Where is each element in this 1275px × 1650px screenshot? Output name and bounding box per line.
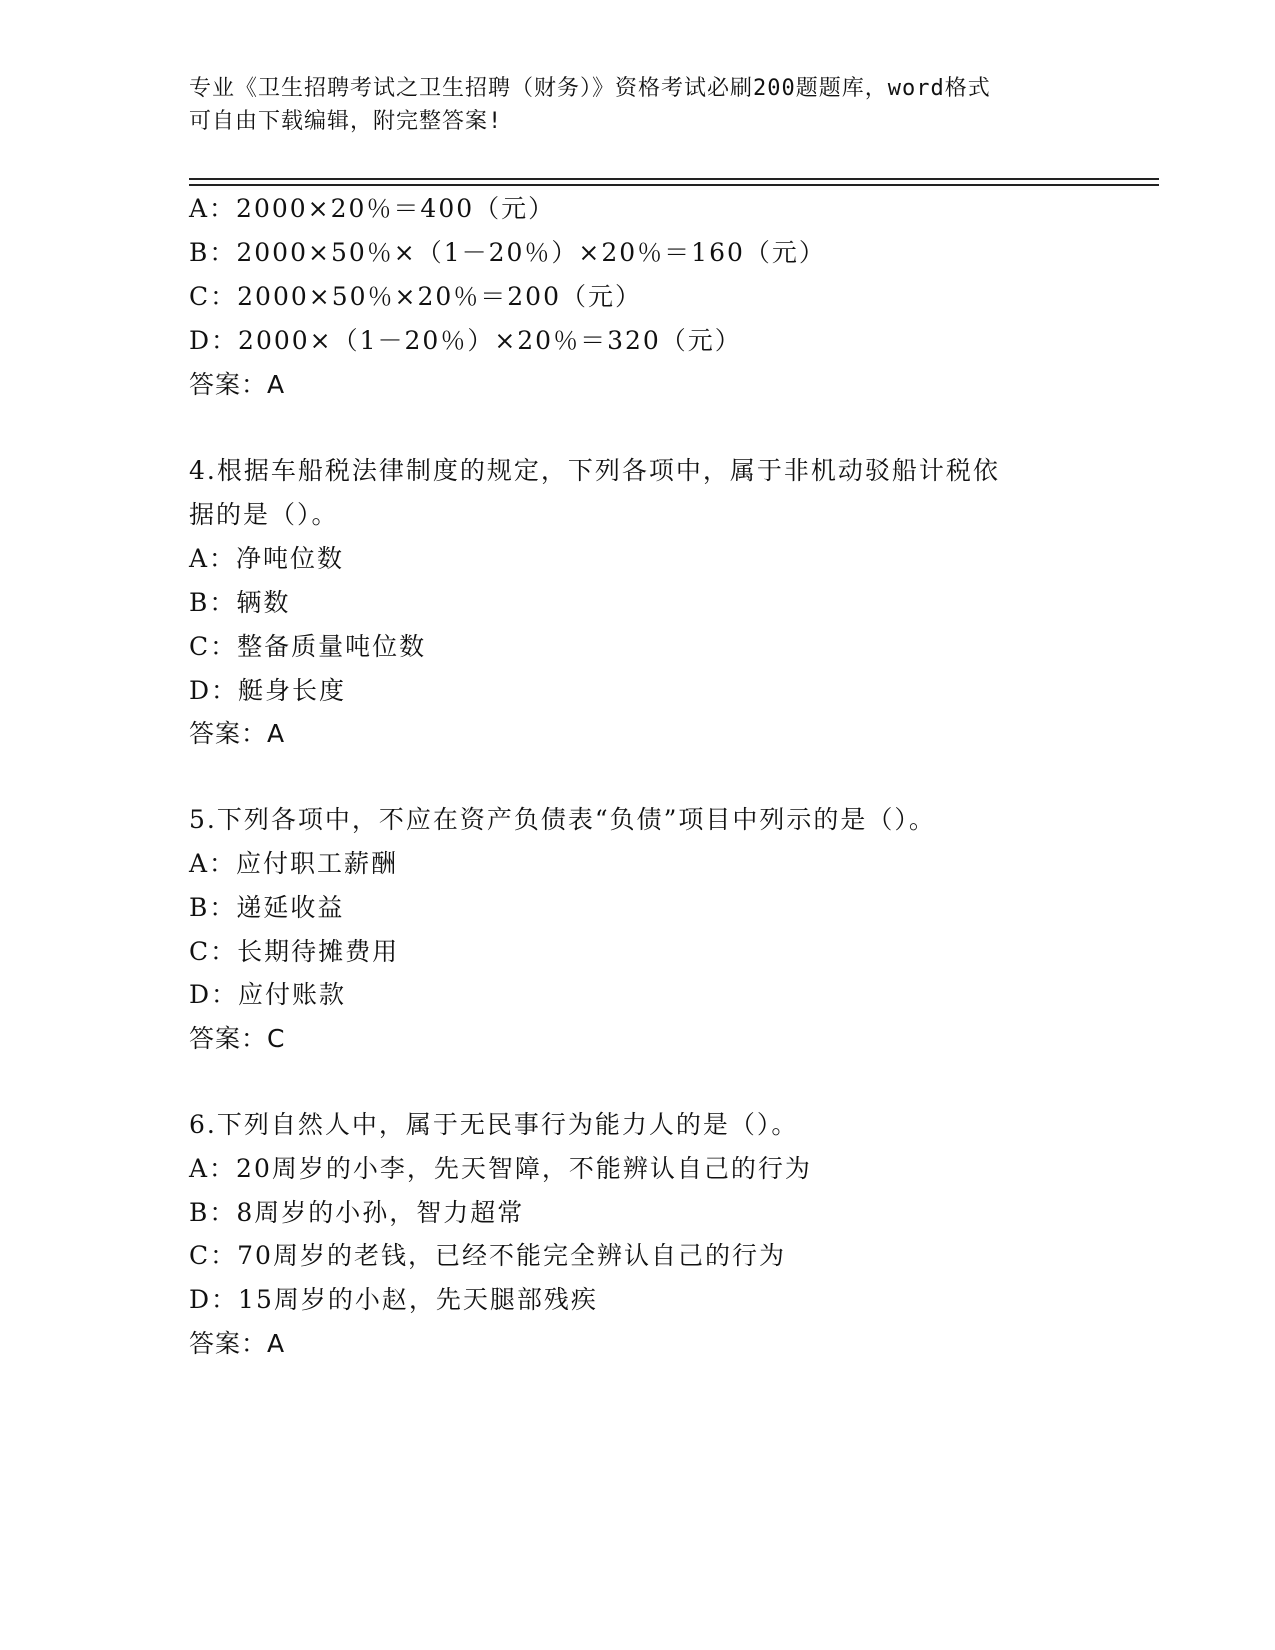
- q3-option-c: C：2000×50％×20％＝200（元）: [189, 282, 642, 311]
- q4-question-line-1: 4.根据车船税法律制度的规定，下列各项中，属于非机动驳船计税依: [189, 456, 1000, 485]
- q6-answer: 答案：A: [189, 1329, 286, 1358]
- q6-option-a: A：20周岁的小李，先天智障，不能辨认自己的行为: [189, 1154, 812, 1183]
- q4-question-line-2: 据的是（）。: [189, 500, 339, 529]
- q4-option-d: D：艇身长度: [189, 676, 347, 705]
- header-divider-bottom: [189, 184, 1159, 186]
- q3-option-a: A：2000×20％＝400（元）: [189, 194, 556, 223]
- q6-question: 6.下列自然人中，属于无民事行为能力人的是（）。: [189, 1110, 799, 1139]
- q3-option-b: B：2000×50％×（1－20％）×20％＝160（元）: [189, 238, 826, 267]
- q6-option-d: D：15周岁的小赵，先天腿部残疾: [189, 1285, 598, 1314]
- document-header: [189, 72, 1069, 138]
- header-line-1: 专业《卫生招聘考试之卫生招聘（财务）》资格考试必刷200题题库，word格式: [189, 76, 991, 101]
- q5-option-d: D：应付账款: [189, 980, 347, 1009]
- header-divider-top: [189, 178, 1159, 180]
- q4-option-a: A：净吨位数: [189, 544, 345, 573]
- q5-option-a: A：应付职工薪酬: [189, 849, 399, 878]
- q4-answer: 答案：A: [189, 719, 286, 748]
- q5-option-c: C：长期待摊费用: [189, 937, 400, 966]
- q5-answer: 答案：C: [189, 1024, 286, 1053]
- q5-question: 5.下列各项中，不应在资产负债表“负债”项目中列示的是（）。: [189, 805, 936, 834]
- header-line-2: 可自由下载编辑，附完整答案!: [189, 109, 503, 134]
- q3-answer: 答案：A: [189, 370, 286, 399]
- q4-option-c: C：整备质量吨位数: [189, 632, 427, 661]
- q6-option-c: C：70周岁的老钱，已经不能完全辨认自己的行为: [189, 1241, 786, 1270]
- q5-option-b: B：递延收益: [189, 893, 345, 922]
- q4-option-b: B：辆数: [189, 588, 291, 617]
- q3-option-d: D：2000×（1－20％）×20％＝320（元）: [189, 326, 742, 355]
- q6-option-b: B：8周岁的小孙，智力超常: [189, 1198, 525, 1227]
